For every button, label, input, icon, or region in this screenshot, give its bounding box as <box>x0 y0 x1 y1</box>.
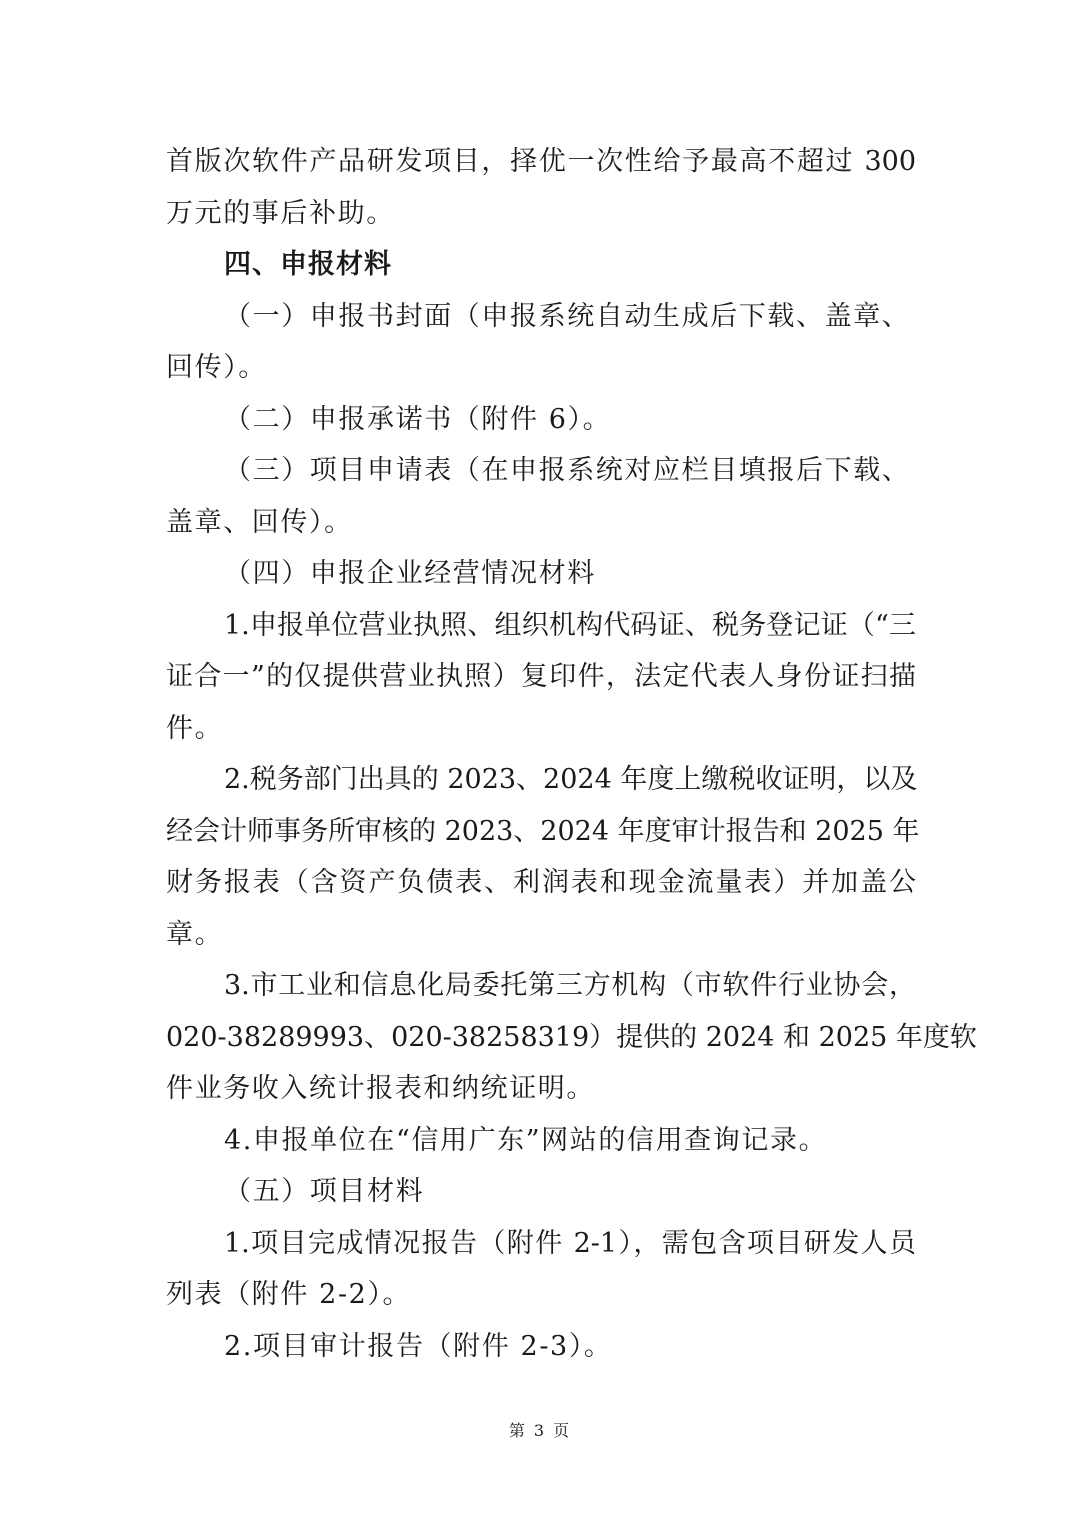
paragraph-line: 证合一”的仅提供营业执照）复印件，法定代表人身份证扫描 <box>166 661 916 692</box>
paragraph-line: 2.项目审计报告（附件 2-3）。 <box>224 1330 613 1362</box>
paragraph-line: 经会计师事务所审核的 2023、2024 年度审计报告和 2025 年 <box>166 815 920 847</box>
section-heading: 四、申报材料 <box>224 249 392 280</box>
paragraph-line: 3.市工业和信息化局委托第三方机构（市软件行业协会， <box>224 970 916 1001</box>
page-number: 第 3 页 <box>508 1421 572 1440</box>
paragraph-line: 万元的事后补助。 <box>166 197 395 229</box>
paragraph-line: （四）申报企业经营情况材料 <box>224 558 596 589</box>
paragraph-line: （三）项目申请表（在申报系统对应栏目填报后下载、 <box>224 455 911 486</box>
paragraph-line: 财务报表（含资产负债表、利润表和现金流量表）并加盖公 <box>166 867 916 898</box>
paragraph-line: 4.申报单位在“信用广东”网站的信用查询记录。 <box>224 1124 828 1156</box>
paragraph-line: 1.申报单位营业执照、组织机构代码证、税务登记证（“三 <box>224 609 916 641</box>
paragraph-line: 章。 <box>166 918 224 950</box>
paragraph-line: （五）项目材料 <box>224 1176 425 1207</box>
paragraph-line: 1.项目完成情况报告（附件 2-1），需包含项目研发人员 <box>224 1227 916 1259</box>
paragraph-line: 回传）。 <box>166 352 267 383</box>
page-body <box>166 136 977 1372</box>
paragraph-line: 件业务收入统计报表和纳统证明。 <box>166 1073 595 1104</box>
paragraph-line: （二）申报承诺书（附件 6）。 <box>224 403 612 435</box>
paragraph-line: 首版次软件产品研发项目，择优一次性给予最高不超过 300 <box>166 146 916 177</box>
paragraph-line: 列表（附件 2-2）。 <box>166 1279 412 1310</box>
paragraph-line: 020-38289993、020-38258319）提供的 2024 和 2025 年度软 <box>166 1021 977 1053</box>
paragraph-line: （一）申报书封面（申报系统自动生成后下载、盖章、 <box>224 300 911 332</box>
paragraph-line: 件。 <box>166 712 224 744</box>
paragraph-line: 2.税务部门出具的 2023、2024 年度上缴税收证明，以及 <box>224 764 918 795</box>
paragraph-line: 盖章、回传）。 <box>166 506 353 538</box>
